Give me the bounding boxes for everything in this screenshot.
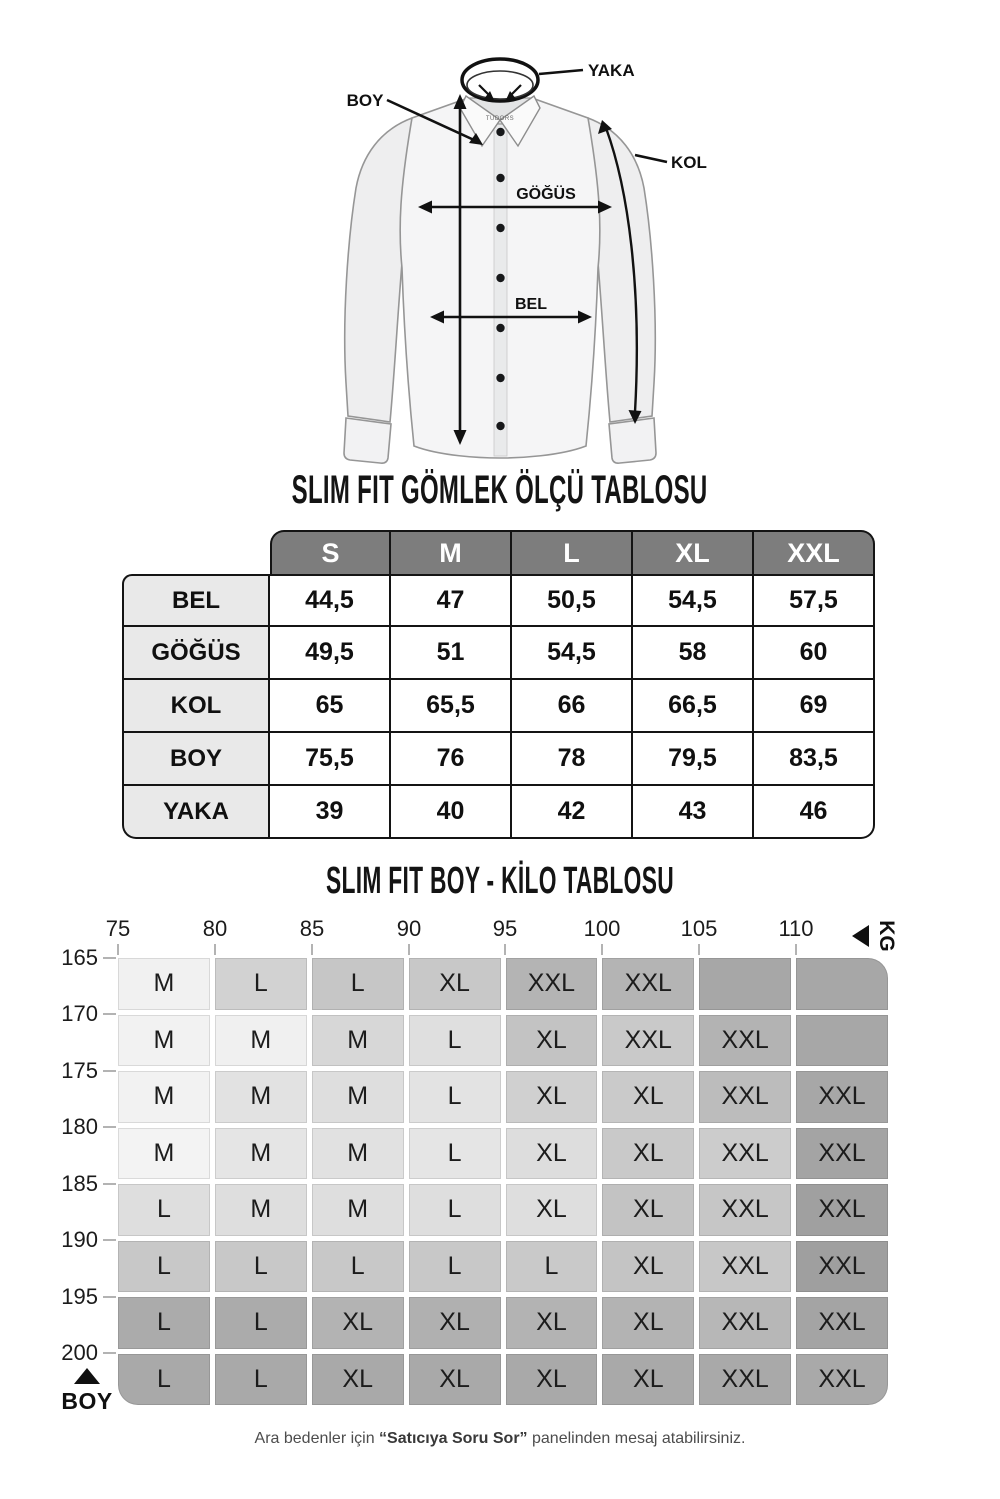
boy-tick-mark xyxy=(103,1239,116,1241)
weight-grid-cell: XXL xyxy=(699,1184,791,1236)
gogus-label: GÖĞÜS xyxy=(516,186,576,203)
size-value-cell: 46 xyxy=(754,786,875,839)
shirt-right-cuff xyxy=(609,418,656,463)
weight-grid-cell: L xyxy=(118,1297,210,1349)
size-value-cell: 65,5 xyxy=(391,680,512,733)
weight-grid-cell: L xyxy=(118,1184,210,1236)
size-col-header: L xyxy=(512,530,633,574)
size-value-cell: 75,5 xyxy=(270,733,391,786)
weight-grid-cell: XL xyxy=(602,1128,694,1180)
size-row-label: BEL xyxy=(122,574,270,627)
boy-tick-mark xyxy=(103,1013,116,1015)
weight-grid-cell xyxy=(796,1015,888,1067)
boy-tick-label: 200 xyxy=(61,1340,98,1365)
weight-grid-cell: M xyxy=(312,1184,404,1236)
boy-tick-mark xyxy=(103,1352,116,1354)
weight-grid-cell: XXL xyxy=(506,958,598,1010)
weight-grid-cell: XL xyxy=(312,1297,404,1349)
size-value-cell: 51 xyxy=(391,627,512,680)
size-row-label: BOY xyxy=(122,733,270,786)
weight-grid-cell: XXL xyxy=(699,1297,791,1349)
weight-grid-cell: XL xyxy=(506,1128,598,1180)
weight-grid-cell: M xyxy=(312,1015,404,1067)
weight-grid-cell: XL xyxy=(506,1015,598,1067)
kg-tick-mark xyxy=(795,944,797,955)
yaka-pointer-line xyxy=(539,70,583,74)
weight-grid-cell: XXL xyxy=(699,1071,791,1123)
size-table xyxy=(122,530,875,839)
weight-grid-cell: XL xyxy=(506,1354,598,1406)
weight-grid-cell: XL xyxy=(602,1071,694,1123)
footer-prefix: Ara bedenler için xyxy=(254,1430,380,1447)
kg-axis-marker xyxy=(852,920,902,952)
size-value-cell: 49,5 xyxy=(270,627,391,680)
size-value-cell: 54,5 xyxy=(633,574,754,627)
size-value-cell: 39 xyxy=(270,786,391,839)
weight-grid-cell: M xyxy=(118,1015,210,1067)
boy-tick-label: 180 xyxy=(61,1114,98,1139)
size-value-cell: 76 xyxy=(391,733,512,786)
weight-grid-cell: L xyxy=(409,1241,501,1293)
kg-tick-mark xyxy=(117,944,119,955)
weight-grid-cell: XXL xyxy=(796,1354,888,1406)
kol-pointer-line xyxy=(635,155,667,162)
footer-note xyxy=(0,1430,1000,1448)
weight-grid-cell: XL xyxy=(602,1241,694,1293)
weight-grid-cell: L xyxy=(312,1241,404,1293)
size-col-header: M xyxy=(391,530,512,574)
weight-grid-cell xyxy=(699,958,791,1010)
weight-grid-cell: XXL xyxy=(796,1128,888,1180)
shirt-measurement-diagram xyxy=(250,28,750,468)
boy-tick-mark xyxy=(103,957,116,959)
size-value-cell: 47 xyxy=(391,574,512,627)
size-row-label: KOL xyxy=(122,680,270,733)
size-table-title: SLIM FIT GÖMLEK ÖLÇÜ TABLOSU xyxy=(292,468,708,512)
weight-grid-cell: L xyxy=(118,1241,210,1293)
boy-arrow-icon xyxy=(74,1368,100,1384)
weight-grid-cell: XL xyxy=(506,1071,598,1123)
weight-grid-cell: M xyxy=(118,958,210,1010)
size-value-cell: 54,5 xyxy=(512,627,633,680)
weight-grid-cell: M xyxy=(312,1071,404,1123)
boy-tick-label: 170 xyxy=(61,1001,98,1026)
kg-tick-mark xyxy=(601,944,603,955)
size-row-label: GÖĞÜS xyxy=(122,627,270,680)
kg-axis-label: KG xyxy=(874,920,898,952)
size-value-cell: 40 xyxy=(391,786,512,839)
size-value-cell: 43 xyxy=(633,786,754,839)
weight-grid-cell: L xyxy=(215,1354,307,1406)
boy-axis-label: BOY xyxy=(61,1388,113,1414)
boy-tick-mark xyxy=(103,1183,116,1185)
size-value-cell: 58 xyxy=(633,627,754,680)
kg-tick-label: 95 xyxy=(492,916,518,941)
weight-grid-cell: XXL xyxy=(699,1015,791,1067)
weight-grid-cell: XL xyxy=(602,1297,694,1349)
kg-tick-label: 85 xyxy=(299,916,325,941)
kg-tick-label: 90 xyxy=(396,916,422,941)
kg-tick-label: 80 xyxy=(202,916,228,941)
weight-grid-cell: XXL xyxy=(699,1128,791,1180)
weight-grid-cell: XXL xyxy=(699,1241,791,1293)
weight-grid-cell: L xyxy=(409,1015,501,1067)
weight-grid-cell: XXL xyxy=(699,1354,791,1406)
weight-grid-cell: L xyxy=(215,958,307,1010)
collar-ellipse xyxy=(462,59,538,101)
weight-grid-cell: XL xyxy=(602,1184,694,1236)
weight-grid xyxy=(118,958,888,1405)
weight-grid-cell: M xyxy=(215,1015,307,1067)
boy-tick-mark xyxy=(103,1070,116,1072)
weight-grid-cell: XL xyxy=(409,1297,501,1349)
weight-grid-cell: L xyxy=(215,1297,307,1349)
size-value-cell: 78 xyxy=(512,733,633,786)
size-value-cell: 69 xyxy=(754,680,875,733)
weight-grid-cell: XXL xyxy=(796,1241,888,1293)
size-value-cell: 50,5 xyxy=(512,574,633,627)
size-col-header: S xyxy=(270,530,391,574)
size-value-cell: 57,5 xyxy=(754,574,875,627)
size-value-cell: 83,5 xyxy=(754,733,875,786)
boy-label: BOY xyxy=(346,91,384,110)
footer-suffix: panelinden mesaj atabilirsiniz. xyxy=(527,1430,746,1447)
weight-chart-title: SLIM FIT BOY - KİLO TABLOSU xyxy=(326,860,674,902)
boy-tick-label: 190 xyxy=(61,1227,98,1252)
kg-tick-mark xyxy=(504,944,506,955)
boy-tick-label: 165 xyxy=(61,945,98,970)
kg-tick-label: 105 xyxy=(680,916,718,941)
kg-tick-mark xyxy=(408,944,410,955)
boy-tick-mark xyxy=(103,1296,116,1298)
weight-grid-cell: XXL xyxy=(796,1184,888,1236)
kg-tick-label: 100 xyxy=(583,916,621,941)
weight-grid-cell: XL xyxy=(506,1297,598,1349)
weight-grid-cell: M xyxy=(215,1184,307,1236)
footer-highlight: “Satıcıya Soru Sor” xyxy=(379,1430,528,1447)
weight-grid-cell: L xyxy=(409,1128,501,1180)
kg-tick-label: 75 xyxy=(105,916,131,941)
weight-grid-cell: XL xyxy=(506,1184,598,1236)
shirt-diagram-svg xyxy=(250,28,750,468)
kg-tick-mark xyxy=(214,944,216,955)
size-table-corner-spacer xyxy=(122,530,270,574)
kg-tick-label: 110 xyxy=(778,916,814,941)
weight-grid-cell: L xyxy=(312,958,404,1010)
size-col-header: XXL xyxy=(754,530,875,574)
kol-label: KOL xyxy=(671,153,707,172)
weight-grid-cell: L xyxy=(409,1071,501,1123)
shirt-left-cuff xyxy=(344,418,391,463)
weight-grid-cell: L xyxy=(118,1354,210,1406)
size-value-cell: 66,5 xyxy=(633,680,754,733)
weight-grid-cell xyxy=(796,958,888,1010)
size-value-cell: 44,5 xyxy=(270,574,391,627)
size-value-cell: 65 xyxy=(270,680,391,733)
boy-tick-label: 195 xyxy=(61,1284,98,1309)
boy-tick-mark xyxy=(103,1126,116,1128)
weight-grid-cell: L xyxy=(409,1184,501,1236)
weight-grid-cell: XXL xyxy=(796,1071,888,1123)
kg-arrow-icon xyxy=(852,925,869,947)
kg-tick-mark xyxy=(698,944,700,955)
weight-grid-cell: XL xyxy=(409,958,501,1010)
size-value-cell: 42 xyxy=(512,786,633,839)
brand-text: TUDORS xyxy=(485,116,515,122)
boy-tick-label: 185 xyxy=(61,1171,98,1196)
yaka-label: YAKA xyxy=(588,61,635,80)
size-value-cell: 60 xyxy=(754,627,875,680)
weight-grid-cell: XL xyxy=(312,1354,404,1406)
weight-grid-cell: M xyxy=(312,1128,404,1180)
weight-grid-cell: L xyxy=(506,1241,598,1293)
weight-grid-cell: M xyxy=(118,1071,210,1123)
weight-grid-cell: XXL xyxy=(796,1297,888,1349)
weight-grid-cell: M xyxy=(118,1128,210,1180)
weight-grid-cell: XXL xyxy=(602,1015,694,1067)
size-row-label: YAKA xyxy=(122,786,270,839)
weight-grid-cell: M xyxy=(215,1071,307,1123)
weight-grid-cell: M xyxy=(215,1128,307,1180)
weight-grid-cell: XL xyxy=(409,1354,501,1406)
weight-grid-cell: L xyxy=(215,1241,307,1293)
bel-label: BEL xyxy=(515,296,547,313)
size-col-header: XL xyxy=(633,530,754,574)
weight-grid-cell: XL xyxy=(602,1354,694,1406)
boy-tick-label: 175 xyxy=(61,1058,98,1083)
size-value-cell: 79,5 xyxy=(633,733,754,786)
size-value-cell: 66 xyxy=(512,680,633,733)
kg-tick-mark xyxy=(311,944,313,955)
weight-grid-cell: XXL xyxy=(602,958,694,1010)
